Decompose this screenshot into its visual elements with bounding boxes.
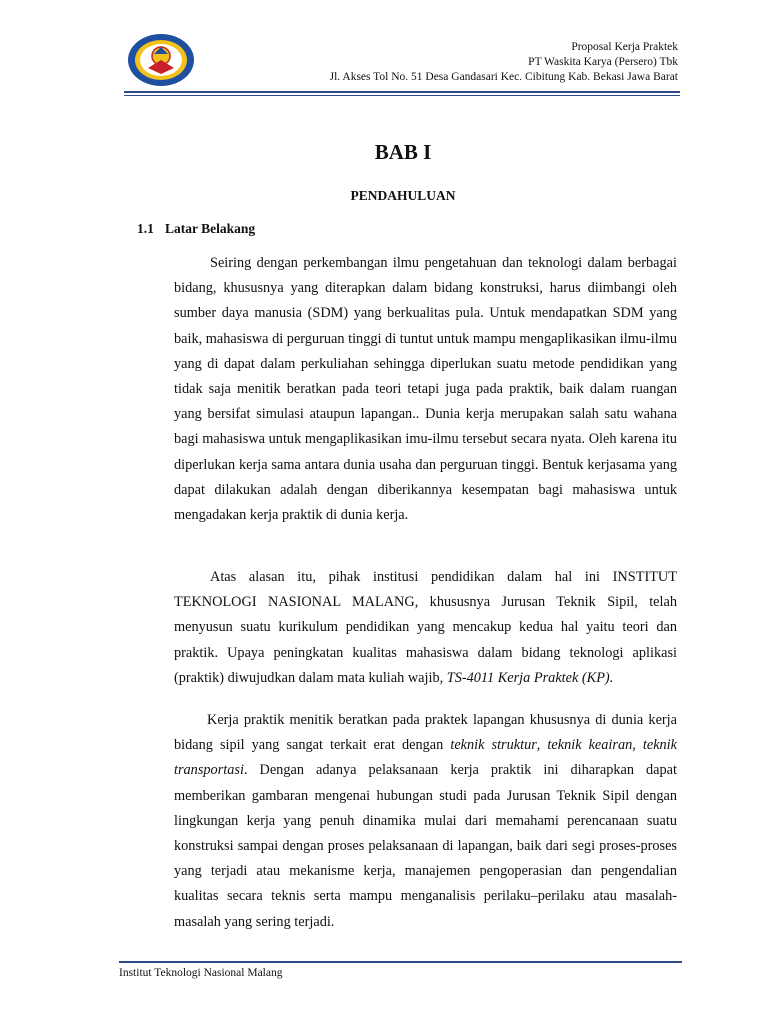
page-footer: Institut Teknologi Nasional Malang xyxy=(119,967,283,979)
paragraph-3-text-a: Kerja praktik menitik beratkan pada praktek lapangan khususnya di dunia kerja bidang sipil yang sangat terkait erat dengan xyxy=(174,712,677,754)
header-divider-thin xyxy=(124,95,680,96)
paragraph-3-text-c: . Dengan adanya pelaksanaan kerja praktik ini diharapkan dapat memberikan gambaran mengenai hubungan studi pada Jurusan Teknik Sipil dengan lingkungan kerja yang penuh dinamika mulai dari memahami perencanaan suatu konstruksi sampai dengan proses pelaksanaan di lapangan, baik dari segi proses-proses yang terjadi atau mekanisme kerja, manajemen pengoperasian dan pengendalian kualitas secara teknis serta mampu menganalisis perilaku–perilaku atau masalah-masalah yang sering terjadi. xyxy=(174,762,677,930)
page-header xyxy=(198,40,678,85)
paragraph-2 xyxy=(174,565,677,691)
paragraph-3 xyxy=(174,708,677,935)
chapter-subtitle: PENDAHULUAN xyxy=(350,188,456,203)
header-title: Proposal Kerja Praktek xyxy=(571,41,678,53)
section-heading xyxy=(137,221,255,237)
term-structure: teknik struktur xyxy=(450,737,537,754)
header-divider xyxy=(124,91,680,93)
course-name: TS-4011 Kerja Praktek (KP). xyxy=(446,669,614,686)
header-address: Jl. Akses Tol No. 51 Desa Gandasari Kec. Cibitung Kab. Bekasi Jawa Barat xyxy=(329,71,678,83)
paragraph-3-text-b: , xyxy=(536,737,548,754)
section-number: 1.1 xyxy=(137,221,154,236)
footer-divider xyxy=(119,961,682,963)
chapter-title: BAB I xyxy=(374,140,432,164)
paragraph-1: Seiring dengan perkembangan ilmu pengetahuan dan teknologi dalam berbagai bidang, khususnya yang diterapkan dalam bidang konstruksi, harus diimbangi oleh sumber daya manusia (SDM) yang berkualitas pula. Untuk mendapatkan SDM yang baik, mahasiswa di perguruan tinggi di tuntut untuk mampu mengaplikasikan ilmu-ilmu yang di dapat dalam perkuliahan sehingga diperlukan suatu metode pendidikan yang tidak saja menitik beratkan pada teori tetapi juga pada praktik, baik dalam ruangan yang bersifat simulasi ataupun lapangan.. Dunia kerja merupakan salah satu wahana bagi mahasiswa untuk mengaplikasikan imu-ilmu tersebut secara nyata. Oleh karena itu diperlukan kerja sama antara dunia usaha dan perguruan tinggi. Bentuk kerjasama yang dapat dilakukan adalah dengan diberikannya kesempatan bagi mahasiswa untuk mengadakan kerja praktik di dunia kerja. xyxy=(174,255,677,524)
term-water-transport: teknik keairan, teknik transportasi xyxy=(174,737,678,779)
paragraph-2-text: Atas alasan itu, pihak institusi pendidikan dalam hal ini INSTITUT TEKNOLOGI NASIONAL MALANG, khususnya Jurusan Teknik Sipil, telah menyusun suatu kurikulum pendidikan yang mencakup kedua hal yaitu teori dan praktik. Upaya peningkatan kualitas mahasiswa dalam bidang teknologi aplikasi (praktik) diwujudkan dalam mata kuliah wajib, xyxy=(174,569,677,686)
institution-logo xyxy=(126,32,196,88)
section-title: Latar Belakang xyxy=(165,221,256,236)
header-company: PT Waskita Karya (Persero) Tbk xyxy=(528,56,678,68)
